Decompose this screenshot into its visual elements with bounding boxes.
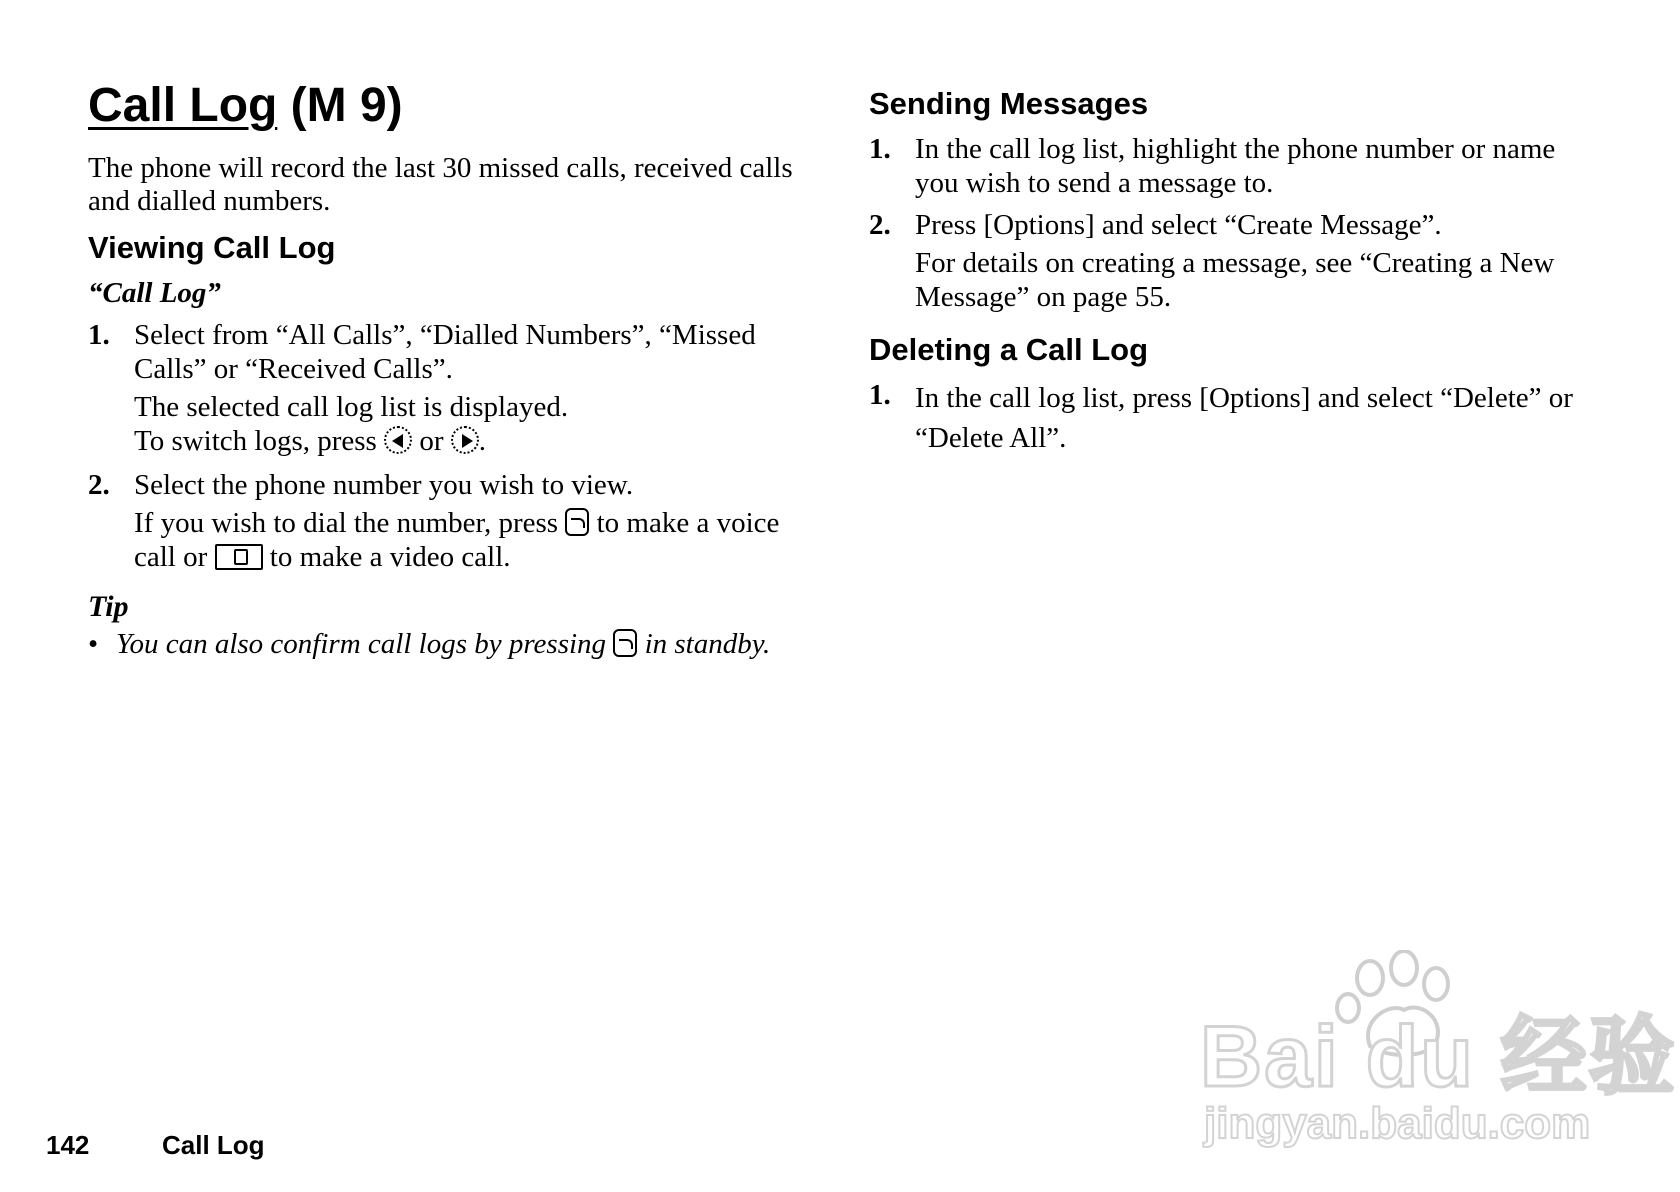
video-call-key-icon — [215, 544, 263, 570]
deleting-heading: Deleting a Call Log — [869, 332, 1149, 367]
step-number: 1. — [88, 319, 110, 351]
viewing-step-2 — [88, 468, 808, 574]
call-key-icon — [565, 508, 589, 536]
tip-text — [116, 628, 806, 661]
menu-path: “Call Log” — [88, 277, 221, 309]
menu-number: (M 9) — [290, 79, 403, 132]
page-title-text: Call Log — [88, 79, 278, 132]
step-number: 2. — [869, 209, 891, 241]
page-title — [88, 78, 403, 134]
sending-step-1 — [869, 132, 1589, 200]
step-note-dial — [134, 506, 808, 574]
switch-text-c: . — [478, 425, 487, 457]
footer-page-number: 142 — [46, 1130, 90, 1160]
dial-text-a: If you wish to dial the number, press — [134, 507, 559, 539]
nav-right-key-icon — [451, 426, 479, 454]
step-text: Press [Options] and select “Create Message”. — [915, 209, 1442, 241]
step-text: In the call log list, press [Options] and select “Delete” or “Delete All”. — [915, 382, 1573, 454]
watermark-brand: Bai du 经验 — [1200, 1009, 1677, 1105]
step-number: 1. — [869, 379, 891, 411]
step-number: 1. — [869, 133, 891, 165]
step-text: Select the phone number you wish to view. — [134, 469, 634, 501]
step-number: 2. — [88, 469, 110, 501]
tip-bullet: • — [88, 628, 99, 660]
watermark-url: jingyan.baidu.com — [1204, 1099, 1591, 1148]
tip-text-a: You can also confirm call logs by pressing — [116, 628, 607, 660]
viewing-heading: Viewing Call Log — [88, 230, 336, 265]
switch-text-b: or — [419, 425, 444, 457]
nav-left-key-icon — [384, 426, 412, 454]
tip-heading: Tip — [88, 590, 129, 623]
intro-paragraph: The phone will record the last 30 missed calls, received calls and dialled numbers. — [88, 152, 793, 217]
dial-text-b: to make a voice call or — [134, 507, 780, 573]
sending-step-2 — [869, 208, 1589, 314]
sending-heading: Sending Messages — [869, 86, 1149, 121]
baidu-watermark — [1200, 950, 1677, 1150]
dial-text-c: to make a video call. — [269, 541, 511, 573]
step-note-switch — [134, 424, 808, 458]
step-note: For details on creating a message, see “Creating a New Message” on page 55. — [915, 247, 1555, 313]
footer-section: Call Log — [162, 1130, 265, 1160]
deleting-step-1 — [869, 378, 1589, 458]
switch-text-a: To switch logs, press — [134, 425, 377, 457]
tip-text-b: in standby. — [644, 628, 771, 660]
call-key-icon — [613, 629, 637, 657]
viewing-step-1 — [88, 318, 808, 458]
step-text: Select from “All Calls”, “Dialled Numbers”, “Missed Calls” or “Received Calls”. — [134, 319, 756, 385]
step-note: The selected call log list is displayed. — [134, 391, 569, 423]
step-text: In the call log list, highlight the phone number or name you wish to send a message to. — [915, 133, 1556, 199]
